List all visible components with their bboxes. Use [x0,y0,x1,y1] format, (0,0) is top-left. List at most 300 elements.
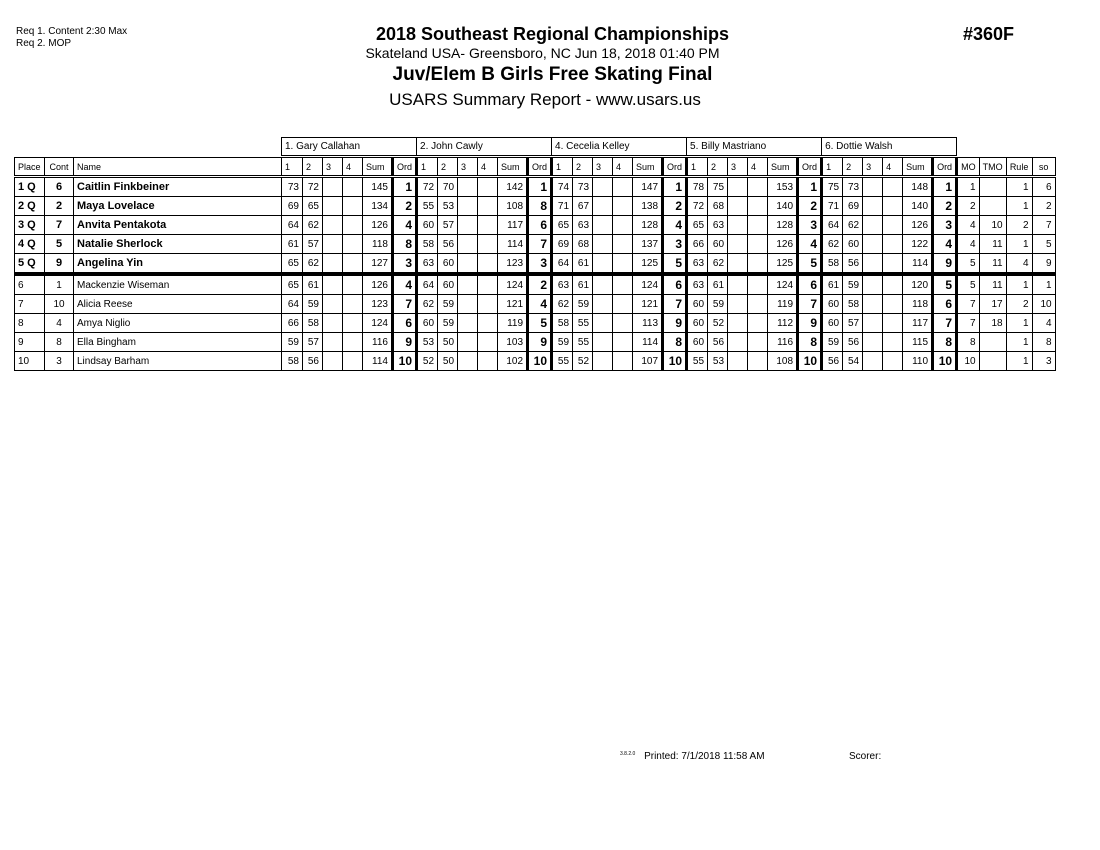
score-cell: 59 [438,314,458,333]
score-cell: 60 [687,295,708,314]
sum-cell: 127 [363,254,393,275]
score-cell: 58 [822,254,843,275]
judge-name: 1. Gary Callahan [282,138,417,156]
ordinal-cell: 7 [393,295,417,314]
ordinal-cell: 5 [528,314,552,333]
ordinal-cell: 9 [393,333,417,352]
sum-cell: 121 [498,295,528,314]
score-cell: 74 [552,178,573,197]
score-cell [458,352,478,371]
score-cell [458,235,478,254]
score-cell [323,178,343,197]
score-cell: 62 [303,216,323,235]
col-header-2: 2 [438,158,458,176]
score-cell [883,254,903,275]
ordinal-cell: 4 [393,274,417,295]
score-cell [728,235,748,254]
score-cell: 63 [687,254,708,275]
score-cell: 59 [438,295,458,314]
score-cell: 65 [687,216,708,235]
col-header-sum: Sum [768,158,798,176]
score-cell: 52 [708,314,728,333]
score-cell [863,216,883,235]
score-cell: 57 [303,235,323,254]
score-cell: 65 [282,274,303,295]
ordinal-cell: 7 [528,235,552,254]
tail-rule: 1 [1006,352,1032,371]
place-cell: 2 Q [15,197,45,216]
ordinal-cell: 3 [663,235,687,254]
table-row [15,178,1056,197]
score-cell: 58 [417,235,438,254]
score-cell: 64 [417,274,438,295]
score-cell: 52 [417,352,438,371]
col-header-ord: Ord [528,158,552,176]
sum-cell: 117 [903,314,933,333]
sum-cell: 120 [903,274,933,295]
col-header-4: 4 [343,158,363,176]
ordinal-cell: 9 [663,314,687,333]
sum-cell: 126 [903,216,933,235]
score-cell: 61 [573,274,593,295]
score-cell [478,178,498,197]
score-cell: 57 [303,333,323,352]
sum-cell: 124 [768,274,798,295]
sum-cell: 134 [363,197,393,216]
score-cell: 69 [552,235,573,254]
col-header-2: 2 [573,158,593,176]
sum-cell: 108 [498,197,528,216]
col-header-sum: Sum [363,158,393,176]
tail-rule: 1 [1006,235,1032,254]
tail-rule: 4 [1006,254,1032,275]
score-cell: 61 [822,274,843,295]
place-cell: 9 [15,333,45,352]
sum-cell: 126 [768,235,798,254]
empty-cell [15,138,282,156]
sum-cell: 116 [768,333,798,352]
score-cell: 59 [843,274,863,295]
score-cell: 65 [552,216,573,235]
score-cell [323,254,343,275]
tail-rule: 1 [1006,178,1032,197]
score-cell: 60 [438,254,458,275]
score-cell [883,197,903,216]
score-cell: 63 [417,254,438,275]
score-cell: 69 [282,197,303,216]
sum-cell: 115 [903,333,933,352]
sum-cell: 125 [768,254,798,275]
score-cell [343,235,363,254]
score-cell: 58 [303,314,323,333]
ordinal-cell: 7 [798,295,822,314]
sum-cell: 126 [363,274,393,295]
score-cell: 60 [417,314,438,333]
competition-title: 2018 Southeast Regional Championships [375,24,730,44]
tail-mo: 10 [957,352,980,371]
report-name: USARS Summary Report - www.usars.us [389,90,701,109]
sum-cell: 140 [903,197,933,216]
ordinal-cell: 7 [933,314,957,333]
sum-cell: 126 [363,216,393,235]
col-header-2: 2 [843,158,863,176]
score-cell: 59 [552,333,573,352]
score-cell: 62 [417,295,438,314]
score-cell: 60 [687,314,708,333]
judge-name: 2. John Cawly [417,138,552,156]
col-header-mo: MO [957,158,980,176]
sum-cell: 153 [768,178,798,197]
score-cell [458,274,478,295]
sum-cell: 107 [633,352,663,371]
tail-so: 5 [1032,235,1055,254]
score-cell [613,197,633,216]
score-cell [458,178,478,197]
judge-name: 4. Cecelia Kelley [552,138,687,156]
score-cell: 61 [282,235,303,254]
contestant-number: 5 [45,235,74,254]
score-cell: 56 [843,333,863,352]
score-cell: 64 [282,295,303,314]
ordinal-cell: 6 [933,295,957,314]
score-cell: 62 [303,254,323,275]
tail-so: 10 [1032,295,1055,314]
score-cell [323,274,343,295]
score-cell: 64 [282,216,303,235]
col-header-1: 1 [282,158,303,176]
sum-cell: 147 [633,178,663,197]
place-cell: 1 Q [15,178,45,197]
score-cell [863,235,883,254]
score-cell [478,235,498,254]
event-code: #360F [963,24,1015,44]
ordinal-cell: 9 [798,314,822,333]
score-cell [748,216,768,235]
score-cell: 67 [573,197,593,216]
contestant-number: 2 [45,197,74,216]
sum-cell: 119 [768,295,798,314]
score-cell: 71 [822,197,843,216]
score-cell [883,314,903,333]
score-cell [593,333,613,352]
contestant-number: 8 [45,333,74,352]
tail-mo: 4 [957,216,980,235]
score-cell: 61 [573,254,593,275]
score-cell: 70 [438,178,458,197]
sum-cell: 110 [903,352,933,371]
ordinal-cell: 4 [933,235,957,254]
score-cell: 59 [282,333,303,352]
judge-name: 6. Dottie Walsh [822,138,957,156]
tail-rule: 1 [1006,197,1032,216]
judge-header-row [15,138,1056,156]
contestant-number: 10 [45,295,74,314]
score-cell [613,216,633,235]
place-cell: 3 Q [15,216,45,235]
score-cell [863,352,883,371]
place-cell: 4 Q [15,235,45,254]
score-cell: 60 [687,333,708,352]
score-cell: 64 [552,254,573,275]
ordinal-cell: 2 [933,197,957,216]
score-cell [748,295,768,314]
score-cell [323,216,343,235]
score-cell: 54 [843,352,863,371]
score-cell: 59 [708,295,728,314]
score-cell [593,254,613,275]
score-cell [323,197,343,216]
place-cell: 5 Q [15,254,45,275]
score-cell: 75 [822,178,843,197]
score-cell [613,274,633,295]
score-cell [323,295,343,314]
col-header-2: 2 [303,158,323,176]
table-row [15,352,1056,371]
contestant-number: 6 [45,178,74,197]
footer [620,751,882,762]
skater-name: Natalie Sherlock [74,235,282,254]
ordinal-cell: 1 [798,178,822,197]
sum-cell: 102 [498,352,528,371]
score-cell [883,295,903,314]
score-cell [748,314,768,333]
col-header-sum: Sum [903,158,933,176]
score-cell [728,295,748,314]
table-row [15,314,1056,333]
skater-name: Angelina Yin [74,254,282,275]
sum-cell: 116 [363,333,393,352]
skater-name: Mackenzie Wiseman [74,274,282,295]
score-cell [748,235,768,254]
score-cell: 57 [843,314,863,333]
score-cell [748,333,768,352]
ordinal-cell: 10 [663,352,687,371]
score-cell: 50 [438,333,458,352]
ordinal-cell: 10 [393,352,417,371]
score-cell [728,216,748,235]
score-cell: 58 [552,314,573,333]
score-cell [613,314,633,333]
sum-cell: 114 [363,352,393,371]
score-cell [323,314,343,333]
tail-rule: 1 [1006,314,1032,333]
ordinal-cell: 3 [798,216,822,235]
col-header-4: 4 [883,158,903,176]
col-header-ord: Ord [933,158,957,176]
score-cell: 65 [282,254,303,275]
sum-cell: 112 [768,314,798,333]
sum-cell: 128 [768,216,798,235]
col-header-1: 1 [417,158,438,176]
sum-cell: 137 [633,235,663,254]
col-header-3: 3 [863,158,883,176]
score-cell [323,235,343,254]
scorer-label: Scorer: [849,751,882,762]
score-cell: 53 [417,333,438,352]
skater-name: Lindsay Barham [74,352,282,371]
score-cell [863,333,883,352]
score-cell: 55 [552,352,573,371]
score-cell [883,333,903,352]
ordinal-cell: 3 [933,216,957,235]
score-cell: 73 [843,178,863,197]
sum-cell: 142 [498,178,528,197]
sum-cell: 117 [498,216,528,235]
sum-cell: 108 [768,352,798,371]
ordinal-cell: 4 [393,216,417,235]
skater-name: Amya Niglio [74,314,282,333]
score-cell [593,274,613,295]
score-cell: 68 [708,197,728,216]
tail-rule: 2 [1006,295,1032,314]
ordinal-cell: 10 [933,352,957,371]
score-cell: 53 [708,352,728,371]
sum-cell: 103 [498,333,528,352]
col-header-4: 4 [748,158,768,176]
score-cell [478,295,498,314]
score-cell: 59 [303,295,323,314]
tail-tmo [979,352,1006,371]
sum-cell: 114 [498,235,528,254]
score-cell [458,254,478,275]
table-row [15,216,1056,235]
sum-cell: 124 [498,274,528,295]
tail-so: 6 [1032,178,1055,197]
contestant-number: 3 [45,352,74,371]
score-cell [478,333,498,352]
score-cell: 73 [573,178,593,197]
score-cell [593,314,613,333]
score-cell: 60 [438,274,458,295]
ordinal-cell: 7 [663,295,687,314]
score-cell [728,178,748,197]
requirement-1: Req 1. Content 2:30 Max [16,26,128,37]
score-cell [458,216,478,235]
score-cell [613,352,633,371]
score-cell [458,295,478,314]
ordinal-cell: 2 [528,274,552,295]
score-cell [343,254,363,275]
tail-mo: 7 [957,295,980,314]
table-row [15,295,1056,314]
score-cell: 63 [552,274,573,295]
score-cell [458,314,478,333]
score-cell [748,197,768,216]
score-cell [863,274,883,295]
score-cell: 72 [687,197,708,216]
ordinal-cell: 5 [798,254,822,275]
score-cell: 62 [822,235,843,254]
tail-rule: 2 [1006,216,1032,235]
score-cell: 68 [573,235,593,254]
col-header-name: Name [74,158,282,176]
score-cell: 59 [822,333,843,352]
score-cell: 72 [417,178,438,197]
skater-name: Maya Lovelace [74,197,282,216]
score-cell [863,295,883,314]
column-header-row [15,158,1056,176]
score-cell [883,274,903,295]
score-cell: 63 [573,216,593,235]
ordinal-cell: 6 [393,314,417,333]
score-cell: 60 [822,295,843,314]
score-cell: 64 [822,216,843,235]
col-header-4: 4 [478,158,498,176]
score-cell [478,314,498,333]
empty-cell [957,138,1056,156]
requirement-2: Req 2. MOP [16,38,72,49]
score-cell: 56 [822,352,843,371]
table-row [15,235,1056,254]
ordinal-cell: 8 [663,333,687,352]
sum-cell: 119 [498,314,528,333]
contestant-number: 9 [45,254,74,275]
score-cell: 60 [822,314,843,333]
score-cell [863,197,883,216]
tail-so: 8 [1032,333,1055,352]
score-cell: 56 [438,235,458,254]
sum-cell: 118 [363,235,393,254]
score-cell [343,178,363,197]
score-cell [863,254,883,275]
tail-tmo: 10 [979,216,1006,235]
ordinal-cell: 4 [528,295,552,314]
sum-cell: 113 [633,314,663,333]
col-header-2: 2 [708,158,728,176]
tail-tmo [979,197,1006,216]
tail-tmo: 11 [979,235,1006,254]
ordinal-cell: 10 [528,352,552,371]
ordinal-cell: 10 [798,352,822,371]
score-cell [863,314,883,333]
col-header-sum: Sum [498,158,528,176]
score-cell [728,333,748,352]
score-cell [748,254,768,275]
tail-mo: 2 [957,197,980,216]
sum-cell: 145 [363,178,393,197]
skater-name: Anvita Pentakota [74,216,282,235]
tail-so: 3 [1032,352,1055,371]
sum-cell: 123 [498,254,528,275]
ordinal-cell: 1 [393,178,417,197]
tail-mo: 1 [957,178,980,197]
printed-date: Printed: 7/1/2018 11:58 AM [644,751,765,762]
score-cell: 58 [282,352,303,371]
score-cell: 62 [708,254,728,275]
contestant-number: 1 [45,274,74,295]
skater-name: Alicia Reese [74,295,282,314]
score-cell [343,274,363,295]
col-header-3: 3 [728,158,748,176]
event-name: Juv/Elem B Girls Free Skating Final [392,64,713,85]
col-header-tmo: TMO [979,158,1006,176]
score-cell: 56 [843,254,863,275]
judge-name: 5. Billy Mastriano [687,138,822,156]
results-table [14,137,1056,371]
sum-cell: 128 [633,216,663,235]
score-cell [323,333,343,352]
score-cell: 59 [573,295,593,314]
ordinal-cell: 9 [528,333,552,352]
tail-mo: 7 [957,314,980,333]
score-cell: 75 [708,178,728,197]
col-header-3: 3 [458,158,478,176]
tail-tmo: 18 [979,314,1006,333]
score-cell: 58 [843,295,863,314]
table-row [15,197,1056,216]
score-cell [478,352,498,371]
tail-so: 9 [1032,254,1055,275]
